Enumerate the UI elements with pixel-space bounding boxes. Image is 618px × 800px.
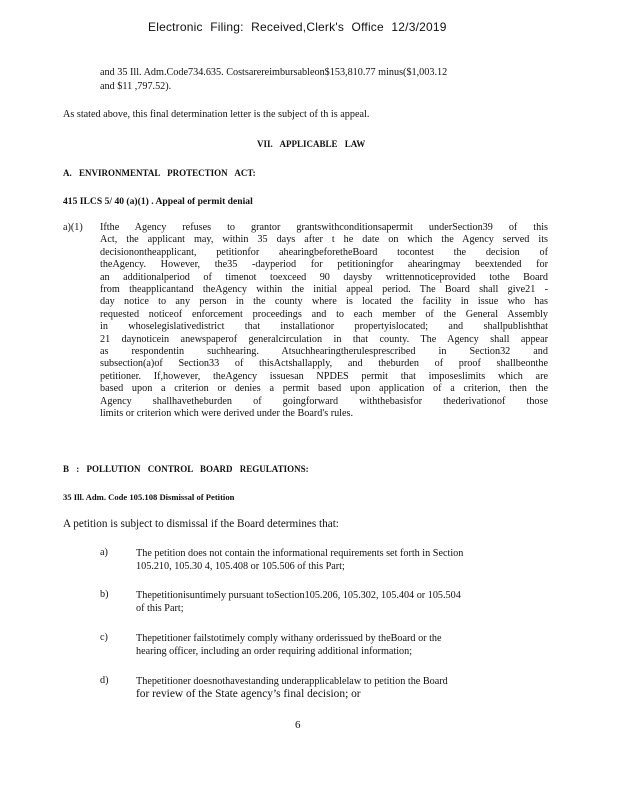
item-line: 105.210, 105.30 4, 105.408 or 105.506 of this Part; <box>136 561 345 572</box>
item-text-a <box>136 547 548 573</box>
filing-header: Electronic Filing: Received,Clerk's Office 12/3/2019 <box>148 20 447 34</box>
item-line: hearing officer, including an order requiring additional information; <box>136 646 413 657</box>
item-line: Thepetitionisuntimely pursuant toSection105.206, 105.302, 105.404 or 105.504 <box>136 590 461 601</box>
paragraph-line: Act, the applicant may, within 35 days after t he date on which the Agency served its <box>100 234 548 246</box>
paragraph-line: an additionalperiod of timenot toexceed 90 daysby writtennoticeprovided tothe Board <box>100 271 548 283</box>
cost-line: and 35 Ill. Adm.Code734.635. Costsarereimbursableon$153,810.77 minus($1,003.12 <box>100 67 448 78</box>
paragraph-line: from theapplicantand theAgency within the initial appeal period. The Board shall give21 - <box>100 284 548 296</box>
paragraph-line: based upon a criterion or denies a permit based upon application of a criterion, then the <box>100 383 548 395</box>
item-label-b: b) <box>100 589 109 600</box>
item-text-b <box>136 589 548 615</box>
intro-line: A petition is subject to dismissal if the Board determines that: <box>63 518 339 530</box>
cost-line: and $11 ,797.52). <box>100 81 172 92</box>
statute-reference <box>63 196 253 207</box>
paragraph-line: requested noticeof enforcement proceedings and to each member of the General Assembly <box>100 308 548 320</box>
paragraph-line: day notice to any person in the county where is located the facility in issue who has <box>100 296 548 308</box>
item-line: Thepetitioner failstotimely comply withany orderissued by theBoard or the <box>136 633 442 644</box>
section-heading-b: B : POLLUTION CONTROL BOARD REGULATIONS: <box>63 464 309 474</box>
paragraph-line: decisionontheapplicant, petitionfor ahearingbeforetheBoard tocontest the decision of <box>100 246 548 258</box>
paragraph-line: theAgency. However, the35 -dayperiod for petitioningfor ahearingmay beextended for <box>100 259 548 271</box>
statute-paragraph <box>100 222 548 421</box>
item-label-c: c) <box>100 632 108 643</box>
paragraph-line: subsection(a)of Section33 of thisActshallapply, and theburden of proof shallbeonthe <box>100 358 548 370</box>
paragraph-line: in whoselegislativedistrict that installationor propertyislocated; and shallpublishthat <box>100 321 548 333</box>
paragraph-line: Ifthe Agency refuses to grantor grantswithconditionsapermit underSection39 of this <box>100 222 548 233</box>
item-label-a: a) <box>100 547 108 558</box>
paragraph-line: limits or criterion which were derived under the Board's rules. <box>100 408 354 420</box>
item-label-d: d) <box>100 675 109 686</box>
item-line: for review of the State agency’s final decision; or <box>136 688 361 700</box>
paragraph-line: petitioner. If,however, theAgency issuesan NPDES permit that imposeslimits which are <box>100 370 548 382</box>
item-text-c <box>136 632 548 658</box>
item-line: The petition does not contain the informational requirements set forth in Section <box>136 548 464 559</box>
item-line: of this Part; <box>136 603 184 614</box>
stated-line: As stated above, this final determination letter is the subject of th is appeal. <box>63 109 370 120</box>
regulation-reference: 35 Ill. Adm. Code 105.108 Dismissal of Petition <box>63 492 235 502</box>
item-line: Thepetitioner doesnothavestanding underapplicablelaw to petition the Board <box>136 676 448 687</box>
paragraph-line: 21 daynoticein anewspaperof generalcirculation in that county. The Agency shall appear <box>100 333 548 345</box>
section-heading-vii: VII. APPLICABLE LAW <box>257 139 366 149</box>
page-number: 6 <box>295 719 301 731</box>
statute-reference-text: 415 ILCS 5/ 40 (a)(1) . Appeal of permit denial <box>63 196 253 207</box>
paragraph-line: Agency shallhavetheburden of goingforward withthebasisfor thederivationof those <box>100 395 548 407</box>
paragraph-line: as respondentin suchhearing. Atsuchhearingtherulesprescribed in Section32 and <box>100 346 548 358</box>
section-heading-a: A. ENVIRONMENTAL PROTECTION ACT: <box>63 168 256 178</box>
item-text-d <box>136 675 548 701</box>
paragraph-label: a)(1) <box>63 222 83 233</box>
